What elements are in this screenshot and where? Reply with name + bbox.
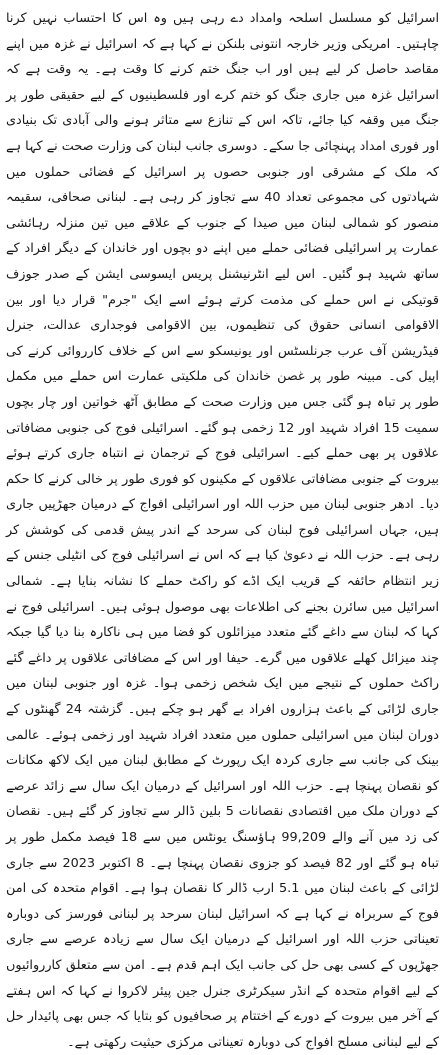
article-body: [6, 6, 439, 1055]
article-paragraph: اسرائیل کو مسلسل اسلحہ وامداد دے رہی ہیں وہ اس کا احتساب نہیں کرنا چاہتیں۔ امریکی وزیر خارجہ انتونی بلنکن نے کہا ہے کہ اسرائیل نے غزہ میں اپنے مقاصد حاصل کر لیے ہیں اور اب جنگ ختم کرنے کا وقت ہے۔ یہ وقت ہے کہ اسرائیل غزہ میں جاری جنگ کو ختم کرے اور فلسطینیوں کے لیے حقیقی طور پر جنگ میں وقفہ کیا جائے، تاکہ اس کے تنازع سے متاثر ہونے والی آبادی تک بنیادی اور فوری امداد پہنچائی جا سکے۔ دوسری جانب لبنان کی وزارت صحت نے کہا ہے کہ ملک کے مشرقی اور جنوبی حصوں پر اسرائیل کے فضائی حملوں میں شہادتوں کی مجموعی تعداد 40 سے تجاوز کر رہی ہے۔ لبنانی صحافی، سقیمہ منصور کو شمالی لبنان میں صیدا کے جنوب کے علاقے میں تین منزلہ رہائشی عمارت پر اسرائیلی فضائی حملے میں اپنے دو بچوں اور خاندان کے دیگر افراد کے ساتھ شہید ہو گئیں۔ اس لیے انٹرنیشنل پریس ایسوسی ایشن کے صدر جوزف قوتیکی نے اس حملے کی مذمت کرتے ہوئے اسے ایک "جرم" قرار دیا اور بین الاقوامی انسانی حقوق کی تنظیموں، بین الاقوامی فوجداری عدالت، جنرل فیڈریشن آف عرب جرنلسٹس اور یونیسکو سے اس کے خلاف کارروائی کرنے کی اپیل کی۔ مبینہ طور پر غصن خاندان کی ملکیتی عمارت اس حملے میں مکمل طور پر تباہ ہو گئی جس میں وزارت صحت کے مطابق آٹھ خواتین اور چار بچوں سمیت 15 افراد شہید اور 12 زخمی ہو گئے۔ اسرائیلی فوج کی جنوبی مضافاتی علاقوں پر بھی حملے کیے۔ اسرائیلی فوج کے ترجمان نے انتباہ جاری کرتے ہوئے بیروت کے جنوبی مضافاتی علاقوں کے مکینوں کو فوری طور پر خالی کرنے کا حکم دیا۔ ادھر جنوبی لبنان میں حزب اللہ اور اسرائیلی افواج کے درمیان جھڑپیں جاری ہیں، جہاں اسرائیلی فوج لبنان کی سرحد کے اندر پیش قدمی کی کوشش کر رہی ہے۔ حزب اللہ نے دعویٰ کیا ہے کہ اس نے اسرائیلی فوج کی انٹیلی جنس کے زیر انتظام حائفہ کے قریب ایک اڈے کو راکٹ حملے کا نشانہ بنایا ہے۔ شمالی اسرائیل میں سائرن بجنے کی اطلاعات بھی موصول ہوئی ہیں۔ اسرائیلی فوج نے کہا کہ لبنان سے داغے گئے متعدد میزائلوں کو فضا میں ہی ناکارہ بنا دیا گیا جبکہ چند میزائل کھلے علاقوں میں گرے۔ حیفا اور اس کے مضافاتی علاقوں پر داغے گئے راکٹ حملوں کے نتیجے میں ایک شخص زخمی ہوا۔ غزہ اور جنوبی لبنان میں جاری لڑائی کے باعث ہزاروں افراد بے گھر ہو چکے ہیں۔ گزشتہ 24 گھنٹوں کے دوران لبنان میں اسرائیلی حملوں میں متعدد افراد شہید اور زخمی ہوئے۔ عالمی بینک کی جانب سے جاری کردہ ایک رپورٹ کے مطابق لبنان میں ایک لاکھ مکانات کو نقصان پہنچا ہے۔ حزب اللہ اور اسرائیل کے درمیان ایک سال سے زائد عرصے کے دوران ملک میں اقتصادی نقصانات 5 بلین ڈالر سے تجاوز کر گئے ہیں۔ نقصان کی زد میں آنے والے 99,209 ہاؤسنگ یونٹس میں سے 18 فیصد مکمل طور پر تباہ ہو گئے اور 82 فیصد کو جزوی نقصان پہنچا ہے۔ 8 اکتوبر 2023 سے جاری لڑائی کے باعث لبنان میں 5.1 ارب ڈالر کا نقصان ہوا ہے۔ اقوام متحدہ کی امن فوج کے سربراہ نے کہا ہے کہ اسرائیل لبنان سرحد پر لبنانی فورسز کی دوبارہ تعیناتی حزب اللہ اور اسرائیل کے درمیان ایک سال سے زیادہ عرصے سے جاری جھڑپوں کے کسی بھی حل کی جانب ایک اہم قدم ہے۔ امن سے متعلق کارروائیوں کے لیے اقوام متحدہ کے انڈر سیکرٹری جنرل جین پیئر لاکروا نے کہا کہ اس ہفتے کے آخر میں بیروت کے دورے کے اختتام پر صحافیوں کو بتایا کہ جس بھی پائیدار حل کے لیے لبنانی مسلح افواج کی دوبارہ تعیناتی مرکزی حیثیت رکھتی ہے۔: [6, 11, 439, 1050]
